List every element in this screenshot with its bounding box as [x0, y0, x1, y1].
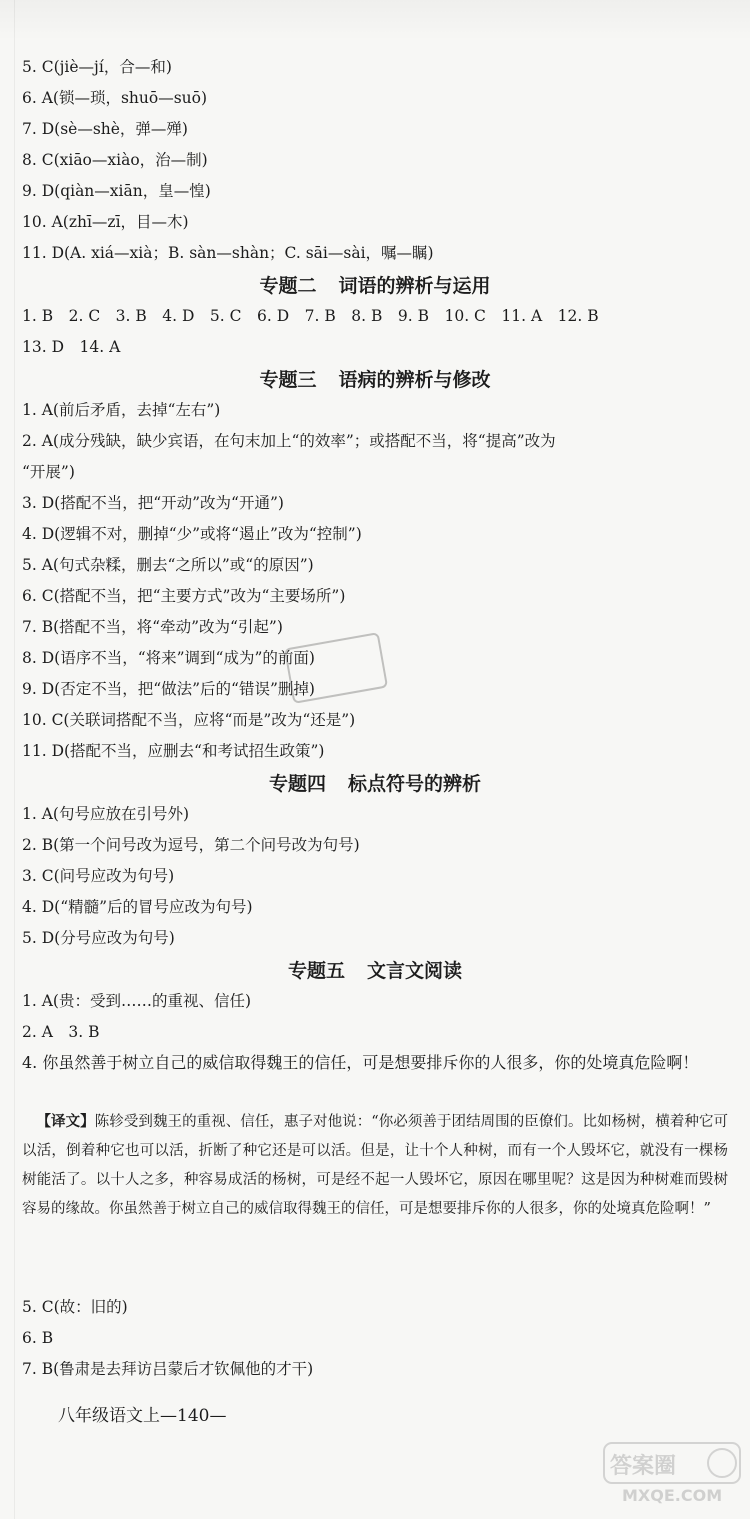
translation-paragraph	[22, 1108, 728, 1224]
answer-line: 6. C(搭配不当，把“主要方式”改为“主要场所”)	[22, 587, 346, 605]
section-heading-3	[0, 367, 750, 393]
answer-line: 1. A(贵：受到……的重视、信任)	[22, 992, 252, 1010]
answer-line: 5. A(句式杂糅，删去“之所以”或“的原因”)	[22, 556, 314, 574]
answer-line: 7. D(sè—shè，弹—殚)	[22, 120, 188, 138]
answer-line: 3. C(问号应改为句号)	[22, 867, 175, 885]
answer-line: 1. B 2. C 3. B 4. D 5. C 6. D 7. B 8. B 9. B 10. C 11. A 12. B	[22, 307, 599, 325]
translation-text: 陈轸受到魏王的重视、信任，惠子对他说：“你必须善于团结周围的臣僚们。比如杨树，横着种它可以活，倒着种它也可以活，折断了种它还是可以活。但是，让十个人种树，而有一个人毁坏它，就没有一棵杨树能活了。以十人之多，种容易成活的杨树，可是经不起一人毁坏它，原因在哪里呢？这是因为种树难而毁树容易的缘故。你虽然善于树立自己的威信取得魏王的信任，可是想要排斥你的人很多，你的处境真危险啊！”	[22, 1114, 729, 1217]
answer-line: 6. A(锁—琐，shuō—suō)	[22, 89, 208, 107]
section-heading-5	[0, 958, 750, 984]
answer-line: 2. B(第一个问号改为逗号，第二个问号改为句号)	[22, 836, 360, 854]
section-label: 专题五	[287, 960, 345, 982]
answer-line: 2. A(成分残缺，缺少宾语，在句末加上“的效率”；或搭配不当，将“提高”改为	[22, 432, 556, 450]
section-title: 标点符号的辨析	[348, 773, 482, 795]
answer-line: 5. C(故：旧的)	[22, 1298, 128, 1316]
answer-line: 3. D(搭配不当，把“开动”改为“开通”)	[22, 494, 284, 512]
answer-line: 5. D(分号应改为句号)	[22, 929, 175, 947]
answer-line: 4. D(“精髓”后的冒号应改为句号)	[22, 898, 253, 916]
answer-line: 5. C(jiè—jí，合—和)	[22, 58, 172, 76]
section-label: 专题二	[259, 275, 317, 297]
answer-line: 6. B	[22, 1329, 54, 1347]
answer-line: 9. D(qiàn—xiān，皇—惶)	[22, 182, 211, 200]
section-title: 语病的辨析与修改	[338, 369, 491, 391]
answer-line: 10. C(关联词搭配不当，应将“而是”改为“还是”)	[22, 711, 356, 729]
answer-line: 8. C(xiāo—xiào，治—制)	[22, 151, 208, 169]
answer-line: 2. A 3. B	[22, 1023, 100, 1041]
answer-line: 4. D(逻辑不对，删掉“少”或将“遏止”改为“控制”)	[22, 525, 362, 543]
answer-line: 7. B(鲁肃是去拜访吕蒙后才钦佩他的才干)	[22, 1360, 314, 1378]
section-label: 专题三	[259, 369, 317, 391]
answer-line: 13. D 14. A	[22, 338, 121, 356]
answer-line: 1. A(前后矛盾，去掉“左右”)	[22, 401, 221, 419]
answer-line: 11. D(搭配不当，应删去“和考试招生政策”)	[22, 742, 325, 760]
answer-line: “开展”)	[22, 463, 75, 481]
section-label: 专题四	[268, 773, 326, 795]
answer-line: 1. A(句号应放在引号外)	[22, 805, 190, 823]
answer-line: 10. A(zhī—zī，目—木)	[22, 213, 189, 231]
svg-text:MXQE.COM: MXQE.COM	[622, 1486, 723, 1505]
answer-line: 8. D(语序不当，“将来”调到“成为”的前面)	[22, 649, 315, 667]
svg-text:答案圈: 答案圈	[610, 1454, 677, 1479]
answer-line: 7. B(搭配不当，将“牵动”改为“引起”)	[22, 618, 283, 636]
section-title: 文言文阅读	[367, 960, 463, 982]
section-heading-2	[0, 273, 750, 299]
page-footer: 八年级语文上—140—	[58, 1406, 227, 1426]
answer-line: 9. D(否定不当，把“做法”后的“错误”删掉)	[22, 680, 315, 698]
page-fold-shadow	[14, 0, 15, 1519]
watermark-logo-icon	[602, 1439, 742, 1507]
section-heading-4	[0, 771, 750, 797]
translation-tag: 【译文】	[36, 1114, 95, 1130]
section-title: 词语的辨析与运用	[338, 275, 491, 297]
answer-q4: 4. 你虽然善于树立自己的威信取得魏王的信任，可是想要排斥你的人很多，你的处境真危险啊！	[22, 1053, 699, 1072]
answer-line: 11. D(A. xiá—xià；B. sàn—shàn；C. sāi—sài，嘱—瞩)	[22, 244, 434, 262]
